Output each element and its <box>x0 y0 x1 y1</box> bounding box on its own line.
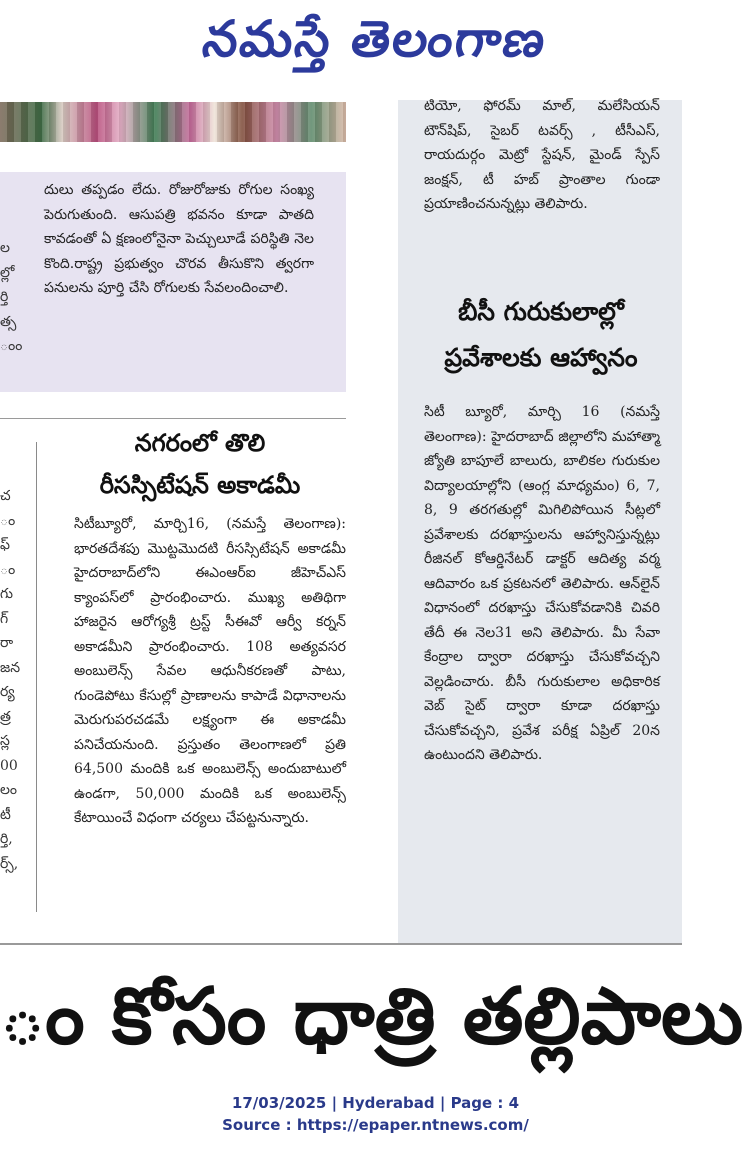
footer-date-line: 17/03/2025 | Hyderabad | Page : 4 <box>231 1094 520 1112</box>
fragment: త్ర <box>0 708 11 725</box>
purple-box-fragments <box>0 236 23 359</box>
fragment: ల <box>0 240 10 256</box>
fragment: ర్స్, <box>0 855 19 872</box>
right-article-body: సిటీ బ్యూరో, మార్చి 16 (నమస్తే తెలంగాణ): హైదరాబాద్ జిల్లాలోని మహాత్మా జ్యోతి బాపూలే బాలురు, బాలికల గురుకుల విద్యాలయాల్లోని (ఆంగ్ల మాధ్యమం) 6, 7, 8, 9 తరగతుల్లో మిగిలిపోయిన సీట్లలో ప్రవేశాలకు దరఖాస్తులను ఆహ్వానిస్తున్నట్లు రీజినల్ కోఆర్డినేటర్ డాక్టర్ ఆదిత్య వర్మ ఆదివారం ఒక ప్రకటనలో తెలిపారు. ఆన్‌లైన్ విధానంలో దరఖాస్తు చేసుకోవడానికి చివరి తేదీ ఈ నెల31 అని తెలిపారు. మీ సేవా కేంద్రాల ద్వారా దరఖాస్తు చేసుకోవచ్చని వెల్లడించారు. బీసీ గురుకులాల అధికారిక వెబ్ సైట్ ద్వారా కూడా దరఖాస్తు చేసుకోవచ్చని, ప్రవేశ పరీక్ష ఏప్రిల్ 20న ఉంటుందని తెలిపారు. <box>424 404 660 763</box>
fragment: ఫ్ <box>0 537 10 553</box>
fragment: చ <box>0 488 11 504</box>
fragment: 00 <box>0 757 18 774</box>
right-top-text: టియో, ఫోరమ్ మాల్, మలేసియన్ టౌన్‌షిప్, సైబర్ టవర్స్ , టీసీఎస్, రాయదుర్గం మెట్రో స్టేషన్, మైండ్ స్పేస్ జంక్షన్, టీ హబ్ ప్రాంతాల గుండా ప్రయాణించనున్నట్లు తెలిపారు. <box>424 98 660 212</box>
right-headline-line1: బీసీ గురుకులాల్లో <box>458 297 624 326</box>
fragment: టీ <box>0 806 11 823</box>
fragment: రా <box>0 635 14 651</box>
fragment: గు <box>0 586 14 602</box>
footer <box>0 1092 751 1136</box>
fragment: ల్లో <box>0 264 15 281</box>
fragment: గ్ <box>0 610 9 627</box>
masthead-title: నమస్తే తెలంగాణ <box>199 10 551 68</box>
fragment: లం <box>0 782 18 798</box>
center-headline-line1: నగరంలో తొలి <box>134 429 266 457</box>
bottom-rule <box>0 943 682 945</box>
divider-rule <box>0 418 346 419</box>
fragment: ం <box>0 512 16 529</box>
column-rule <box>36 442 37 912</box>
fragment: ర్తి <box>0 289 9 305</box>
left-fragment-column <box>0 484 22 876</box>
fragment: స్ల <box>0 733 10 749</box>
masthead <box>0 0 751 92</box>
photo-strip-image <box>0 102 346 142</box>
fragment: ం <box>0 561 16 578</box>
center-article-body: సిటీబ్యూరో, మార్చి16, (నమస్తే తెలంగాణ): భారతదేశపు మొట్టమొదటి రీసస్సిటేషన్ అకాడమీ హైదరాబాద్‌లోని ఈఎంఆర్ఐ జీహెచ్ఎస్ క్యాంపస్‌లో ప్రారంభించారు. ముఖ్య అతిథిగా హాజరైన ఆరోగ్యశ్రీ ట్రస్ట్ సీఈవో ఆర్వీ కర్నన్ అకాడమీని ప్రారంభించారు. 108 అత్యవసర అంబులెన్స్ సేవల ఆధునీకరణతో పాటు, గుండెపోటు కేసుల్లో ప్రాణాలను కాపాడే విధానాలను మెరుగుపరచడమే లక్ష్యంగా ఈ అకాడమీ పనిచేయనుంది. ప్రస్తుతం తెలంగాణలో ప్రతి 64,500 మందికి ఒక అంబులెన్స్ అందుబాటులో ఉండగా, 50,000 మందికి ఒక అంబులెన్స్ కేటాయించే విధంగా చర్యలు చేపట్టనున్నారు. <box>74 516 346 826</box>
banner-headline: ం కోసం ధాత్రి తల్లిపాలు <box>0 972 744 1062</box>
fragment: జన <box>0 659 21 676</box>
fragment: ర్య <box>0 684 15 700</box>
footer-source-line: Source : https://epaper.ntnews.com/ <box>222 1116 529 1134</box>
fragment: త్స <box>0 313 17 330</box>
fragment: ర్తి, <box>0 831 13 847</box>
right-headline-line2: ప్రవేశాలకు ఆహ్వానం <box>444 343 638 372</box>
purple-box-text: దులు తప్పడం లేదు. రోజురోజుకు రోగుల సంఖ్య పెరుగుతుంది. ఆసుపత్రి భవనం కూడా పాతది కావడంతో ఏ క్షణంలోనైనా పెచ్చులూడే పరిస్థితి నెల కొంది.రాష్ట్ర ప్రభుత్వం చొరవ తీసుకొని త్వరగా పనులను పూర్తి చేసి రోగులకు సేవలందించాలి. <box>44 182 314 296</box>
center-headline-line2: రీసస్సిటేషన్ అకాడమీ <box>99 471 301 499</box>
fragment: ంం <box>0 338 23 354</box>
